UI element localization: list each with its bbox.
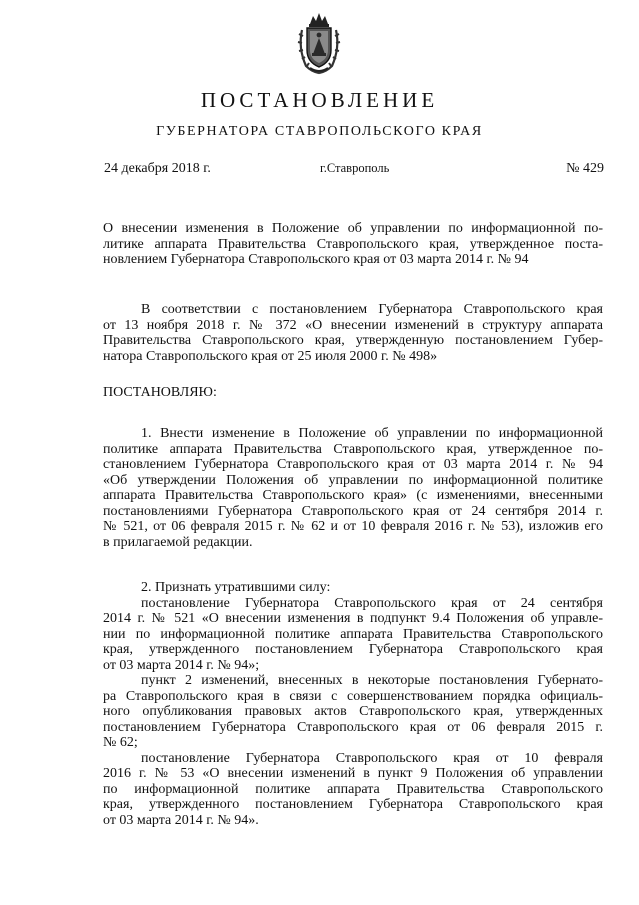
document-preamble bbox=[103, 302, 603, 364]
item-2-subitem-2 bbox=[103, 673, 603, 751]
item-1-line: в прилагаемой редакции. bbox=[103, 534, 253, 550]
item-1-line: № 521, от 06 февраля 2015 г. № 62 и от 10 февраля 2016 г. № 53), изложив его bbox=[103, 519, 603, 534]
preamble-line: натора Ставропольского края от 25 июля 2000 г. № 498» bbox=[103, 348, 438, 364]
item-2-line: 2016 г. № 53 «О внесении изменений в пункт 9 Положения об управлении bbox=[103, 766, 603, 781]
item-2-line: постановление Губернатора Ставропольского края от 10 февраля bbox=[141, 750, 603, 766]
subject-line: новлением Губернатора Ставропольского края от 03 марта 2014 г. № 94 bbox=[103, 252, 529, 267]
item-2-line: по информационной политике аппарата Правительства Ставропольского bbox=[103, 781, 603, 797]
item-2-line: 2014 г. № 521 «О внесении изменения в подпункт 9.4 Положения об управле- bbox=[103, 611, 603, 626]
item-1-line: постановлениями Губернатора Ставропольского края от 24 сентября 2014 г. bbox=[103, 503, 603, 519]
item-2-line: № 62; bbox=[103, 735, 138, 750]
item-2-line: ра Ставропольского края в связи с совершенствованием порядка официаль- bbox=[103, 688, 603, 704]
item-2-line: края, утвержденного постановлением Губернатора Ставропольского края bbox=[103, 797, 603, 812]
item-2-line: края, утвержденного постановлением Губернатора Ставропольского края bbox=[103, 642, 603, 657]
item-2-line: пункт 2 изменений, внесенных в некоторые постановления Губернато- bbox=[141, 673, 603, 688]
document-meta bbox=[104, 161, 604, 179]
item-1-line: «Об утверждении Положения об управлении по информационной политике bbox=[103, 472, 603, 488]
document-title: ПОСТАНОВЛЕНИЕ bbox=[200, 88, 439, 112]
item-1-line: аппарата Правительства Ставропольского края» (с изменениями, внесенными bbox=[103, 488, 603, 503]
item-2-subitem-1 bbox=[103, 596, 603, 674]
item-1-line: становлением Губернатора Ставропольского края от 03 марта 2014 г. № 94 bbox=[103, 457, 603, 472]
item-1-line: политике аппарата Правительства Ставропольского края, утвержденное по- bbox=[103, 441, 603, 457]
document-number: № 429 bbox=[566, 161, 604, 176]
item-2-heading: 2. Признать утратившими силу: bbox=[141, 580, 331, 595]
item-1-line: 1. Внести изменение в Положение об управлении по информационной bbox=[141, 426, 603, 441]
item-2-subitem-3 bbox=[103, 751, 603, 829]
resolves-heading: ПОСТАНОВЛЯЮ: bbox=[103, 385, 217, 400]
item-2-line: постановлением Губернатора Ставропольского края от 06 февраля 2015 г. bbox=[103, 719, 603, 735]
item-2-line: от 03 марта 2014 г. № 94»; bbox=[103, 657, 260, 673]
document-city: г.Ставрополь bbox=[320, 161, 390, 175]
subject-line: О внесении изменения в Положение об управлении по информационной по- bbox=[103, 221, 603, 236]
item-2-line: от 03 марта 2014 г. № 94». bbox=[103, 812, 259, 828]
issuing-authority: ГУБЕРНАТОРА СТАВРОПОЛЬСКОГО КРАЯ bbox=[156, 124, 483, 139]
item-2-line: нии по информационной политике аппарата Правительства Ставропольского bbox=[103, 626, 603, 642]
document-date: 24 декабря 2018 г. bbox=[104, 161, 211, 176]
item-2 bbox=[103, 580, 603, 828]
preamble-line: от 13 ноября 2018 г. № 372 «О внесении изменений в структуру аппарата bbox=[103, 317, 603, 333]
item-2-line: ного опубликования правовых актов Ставропольского края, утвержденных bbox=[103, 704, 603, 719]
document-subject bbox=[103, 221, 603, 268]
preamble-line: Правительства Ставропольского края, утвержденную постановлением Губер- bbox=[103, 333, 603, 348]
coat-of-arms-icon bbox=[296, 10, 342, 76]
preamble-line: В соответствии с постановлением Губернатора Ставропольского края bbox=[141, 302, 603, 317]
subject-line: литике аппарата Правительства Ставропольского края, утвержденное поста- bbox=[103, 236, 603, 252]
item-2-line: постановление Губернатора Ставропольского края от 24 сентября bbox=[141, 595, 603, 611]
item-1 bbox=[103, 426, 603, 550]
